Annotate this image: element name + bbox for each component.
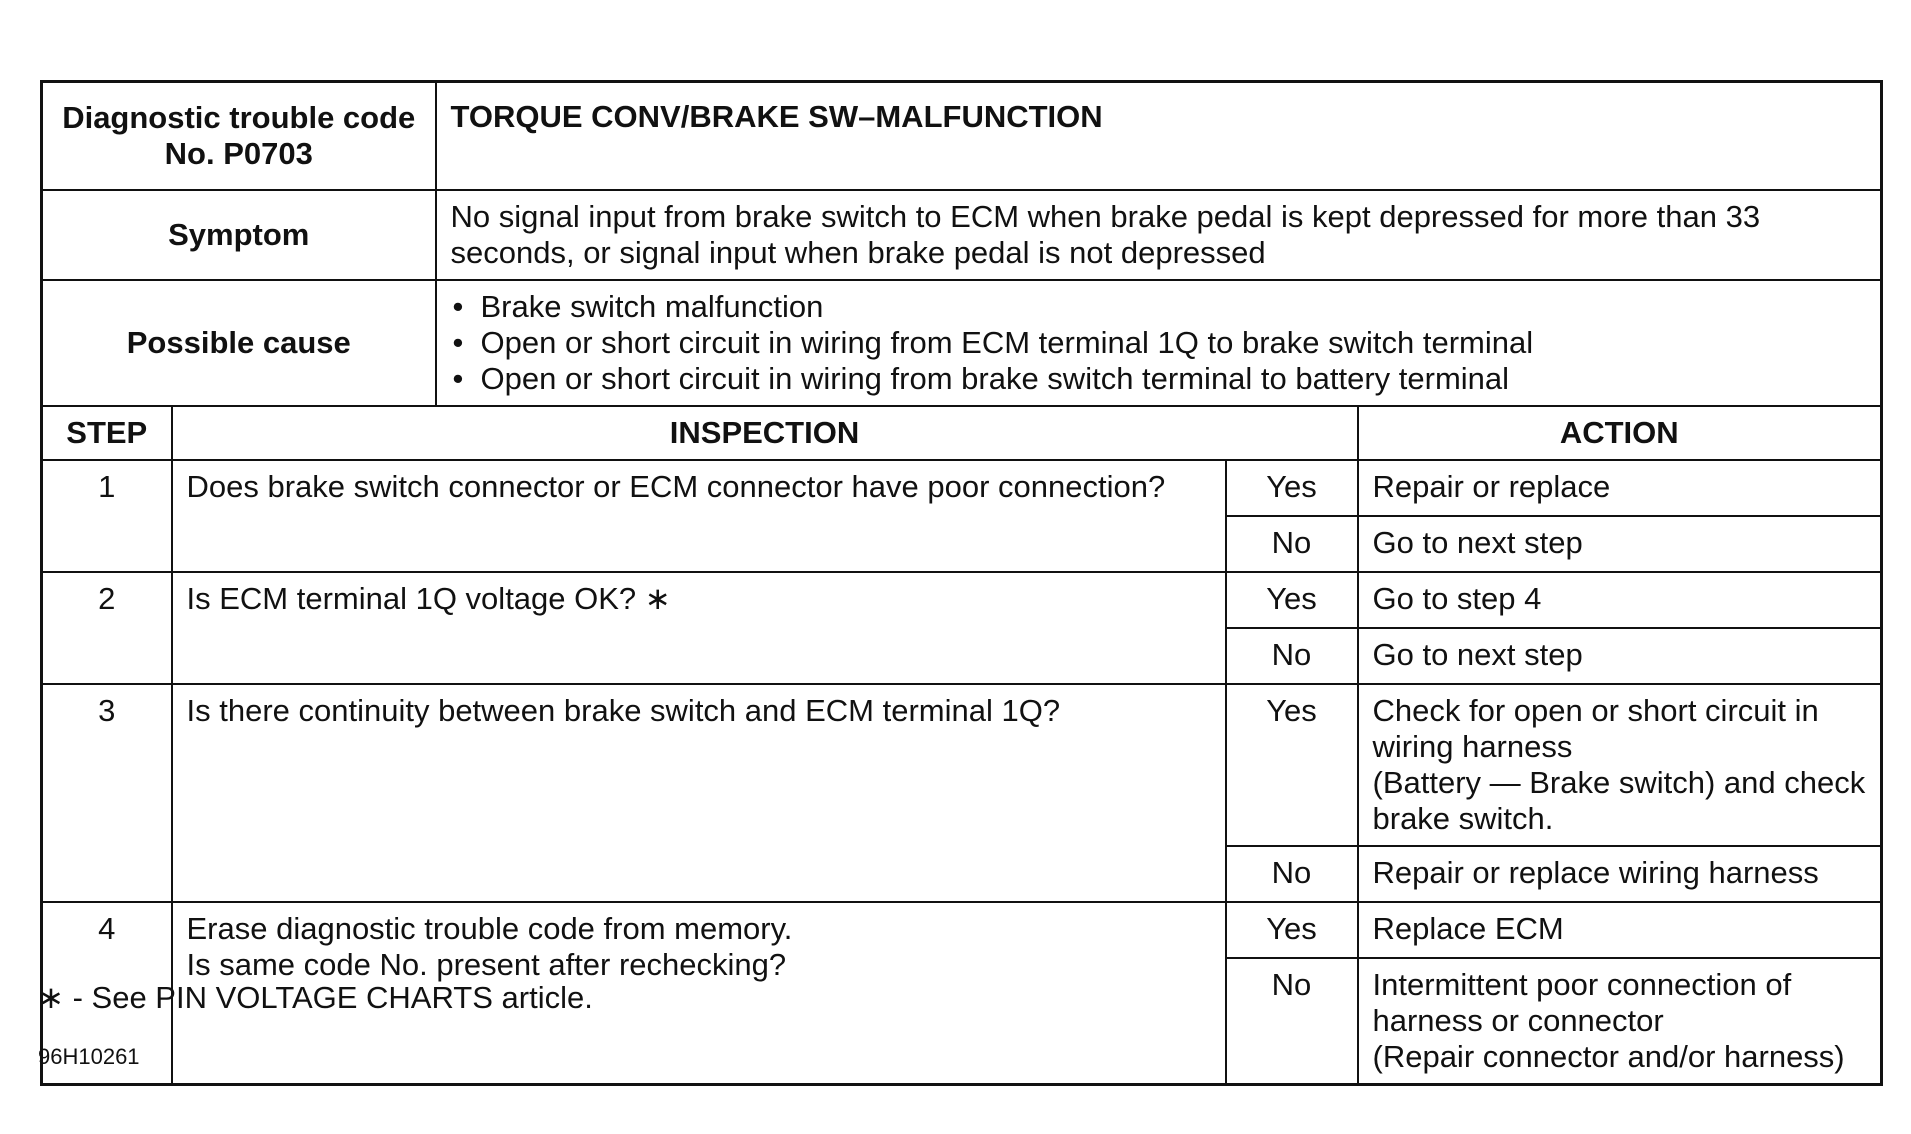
figure-code: 96H10261 xyxy=(38,1044,140,1069)
no-label: No xyxy=(1226,516,1358,572)
no-action-line: Intermittent poor connection of harness or connector xyxy=(1372,966,1792,1038)
cause-text: Open or short circuit in wiring from brake switch terminal to battery terminal xyxy=(480,360,1510,396)
yes-action xyxy=(1358,684,1882,846)
symptom-row xyxy=(42,190,1882,280)
yes-action: Repair or replace xyxy=(1358,460,1882,516)
cause-item xyxy=(451,289,1867,325)
diagnostic-chart xyxy=(40,80,1880,1086)
inspection-text: Is ECM terminal 1Q voltage OK? ∗ xyxy=(172,572,1226,684)
no-label: No xyxy=(1226,628,1358,684)
yes-action-line: (Battery — Brake switch) and check brake switch. xyxy=(1372,764,1866,836)
step-row-yes xyxy=(42,460,1882,516)
yes-action: Go to step 4 xyxy=(1358,572,1882,628)
symptom-label: Symptom xyxy=(42,190,436,280)
yes-label: Yes xyxy=(1226,684,1358,846)
inspection-column-header: INSPECTION xyxy=(172,406,1358,460)
no-action: Go to next step xyxy=(1358,628,1882,684)
column-header-row xyxy=(42,406,1882,460)
cause-text: Open or short circuit in wiring from ECM terminal 1Q to brake switch terminal xyxy=(480,324,1534,360)
step-row-yes xyxy=(42,684,1882,846)
bullet-icon: • xyxy=(452,288,464,324)
footnote: ∗ - See PIN VOLTAGE CHARTS article. xyxy=(38,980,593,1015)
step-column-header: STEP xyxy=(42,406,172,460)
yes-label: Yes xyxy=(1226,460,1358,516)
step-number: 3 xyxy=(42,684,172,902)
yes-action: Replace ECM xyxy=(1358,902,1882,958)
dtc-label: Diagnostic trouble code No. P0703 xyxy=(42,82,436,190)
cause-text: Brake switch malfunction xyxy=(480,288,824,324)
no-action xyxy=(1358,958,1882,1085)
bullet-icon: • xyxy=(452,360,464,396)
cause-item xyxy=(451,325,1867,361)
diagnostic-table xyxy=(40,80,1883,1086)
no-action: Go to next step xyxy=(1358,516,1882,572)
step-number: 1 xyxy=(42,460,172,572)
no-label: No xyxy=(1226,958,1358,1085)
inspection-text: Is there continuity between brake switch and ECM terminal 1Q? xyxy=(172,684,1226,902)
bullet-icon: • xyxy=(452,324,464,360)
no-label: No xyxy=(1226,846,1358,902)
cause-label: Possible cause xyxy=(42,280,436,406)
cause-item xyxy=(451,361,1867,397)
cause-list xyxy=(451,289,1867,397)
dtc-title: TORQUE CONV/BRAKE SW–MALFUNCTION xyxy=(436,82,1882,190)
inspection-text: Does brake switch connector or ECM connector have poor connection? xyxy=(172,460,1226,572)
cause-row xyxy=(42,280,1882,406)
action-column-header: ACTION xyxy=(1358,406,1882,460)
yes-action-line: Check for open or short circuit in wiring harness xyxy=(1372,692,1819,764)
no-action: Repair or replace wiring harness xyxy=(1358,846,1882,902)
no-action-line: (Repair connector and/or harness) xyxy=(1372,1038,1845,1074)
cause-list-cell xyxy=(436,280,1882,406)
inspection-line: Is same code No. present after rechecking? xyxy=(186,946,787,982)
step-row-yes xyxy=(42,572,1882,628)
dtc-row xyxy=(42,82,1882,190)
symptom-text: No signal input from brake switch to ECM when brake pedal is kept depressed for more than 33 seconds, or signal input when brake pedal is not depressed xyxy=(436,190,1882,280)
step-row-yes xyxy=(42,902,1882,958)
yes-label: Yes xyxy=(1226,902,1358,958)
step-number: 2 xyxy=(42,572,172,684)
step-number: 4 xyxy=(42,902,172,1085)
yes-label: Yes xyxy=(1226,572,1358,628)
inspection-line: Erase diagnostic trouble code from memory. xyxy=(186,910,793,946)
